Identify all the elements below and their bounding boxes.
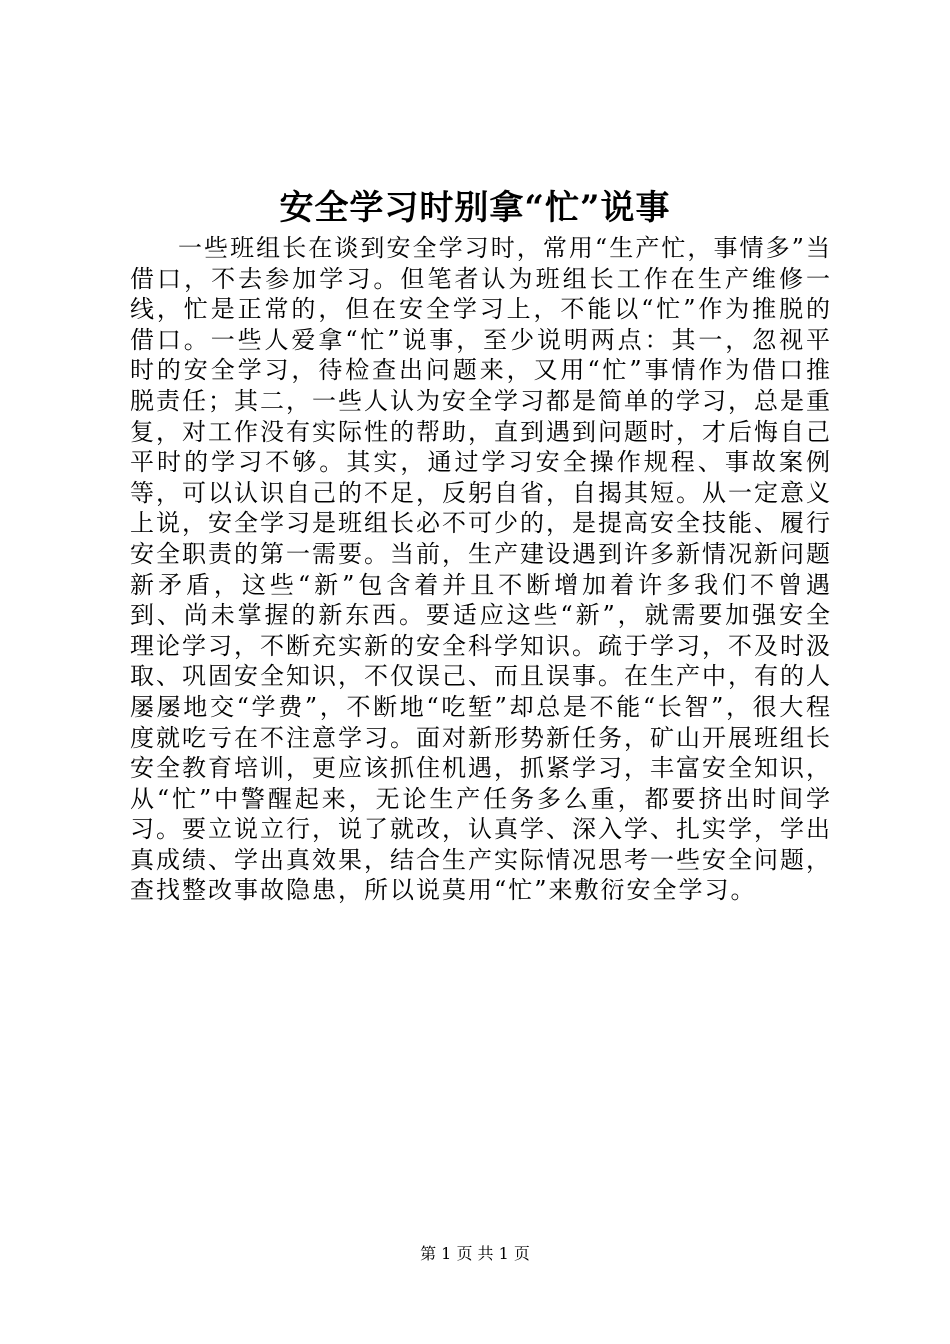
document-paragraph: 一些班组长在谈到安全学习时，常用“生产忙，事情多”当借口，不去参加学习。但笔者认为班组长工作在生产维修一线，忙是正常的，但在安全学习上，不能以“忙”作为推脱的借口。一些人爱拿“忙”说事，至少说明两点：其一，忽视平时的安全学习，待检查出问题来，又用“忙”事情作为借口推脱责任；其二，一些人认为安全学习都是简单的学习，总是重复，对工作没有实际性的帮助，直到遇到问题时，才后悔自己平时的学习不够。其实，通过学习安全操作规程、事故案例等，可以认识自己的不足，反躬自省，自揭其短。从一定意义上说，安全学习是班组长必不可少的，是提高安全技能、履行安全职责的第一需要。当前，生产建设遇到许多新情况新问题新矛盾，这些“新”包含着并且不断增加着许多我们不曾遇到、尚未掌握的新东西。要适应这些“新”，就需要加强安全理论学习，不断充实新的安全科学知识。疏于学习，不及时汲取、巩固安全知识，不仅误己、而且误事。在生产中，有的人屡屡地交“学费”，不断地“吃堑”却总是不能“长智”，很大程度就吃亏在不注意学习。面对新形势新任务，矿山开展班组长安全教育培训，更应该抓住机遇，抓紧学习，丰富安全知识，从“忙”中警醒起来，无论生产任务多么重，都要挤出时间学习。要立说立行，说了就改，认真学、深入学、扎实学，学出真成绩、学出真效果，结合生产实际情况思考一些安全问题，查找整改事故隐患，所以说莫用“忙”来敷衍安全学习。: [130, 234, 832, 905]
document-title: 安全学习时别拿“忙”说事: [279, 188, 671, 228]
page-number-footer: 第 1 页 共 1 页: [420, 1244, 530, 1263]
